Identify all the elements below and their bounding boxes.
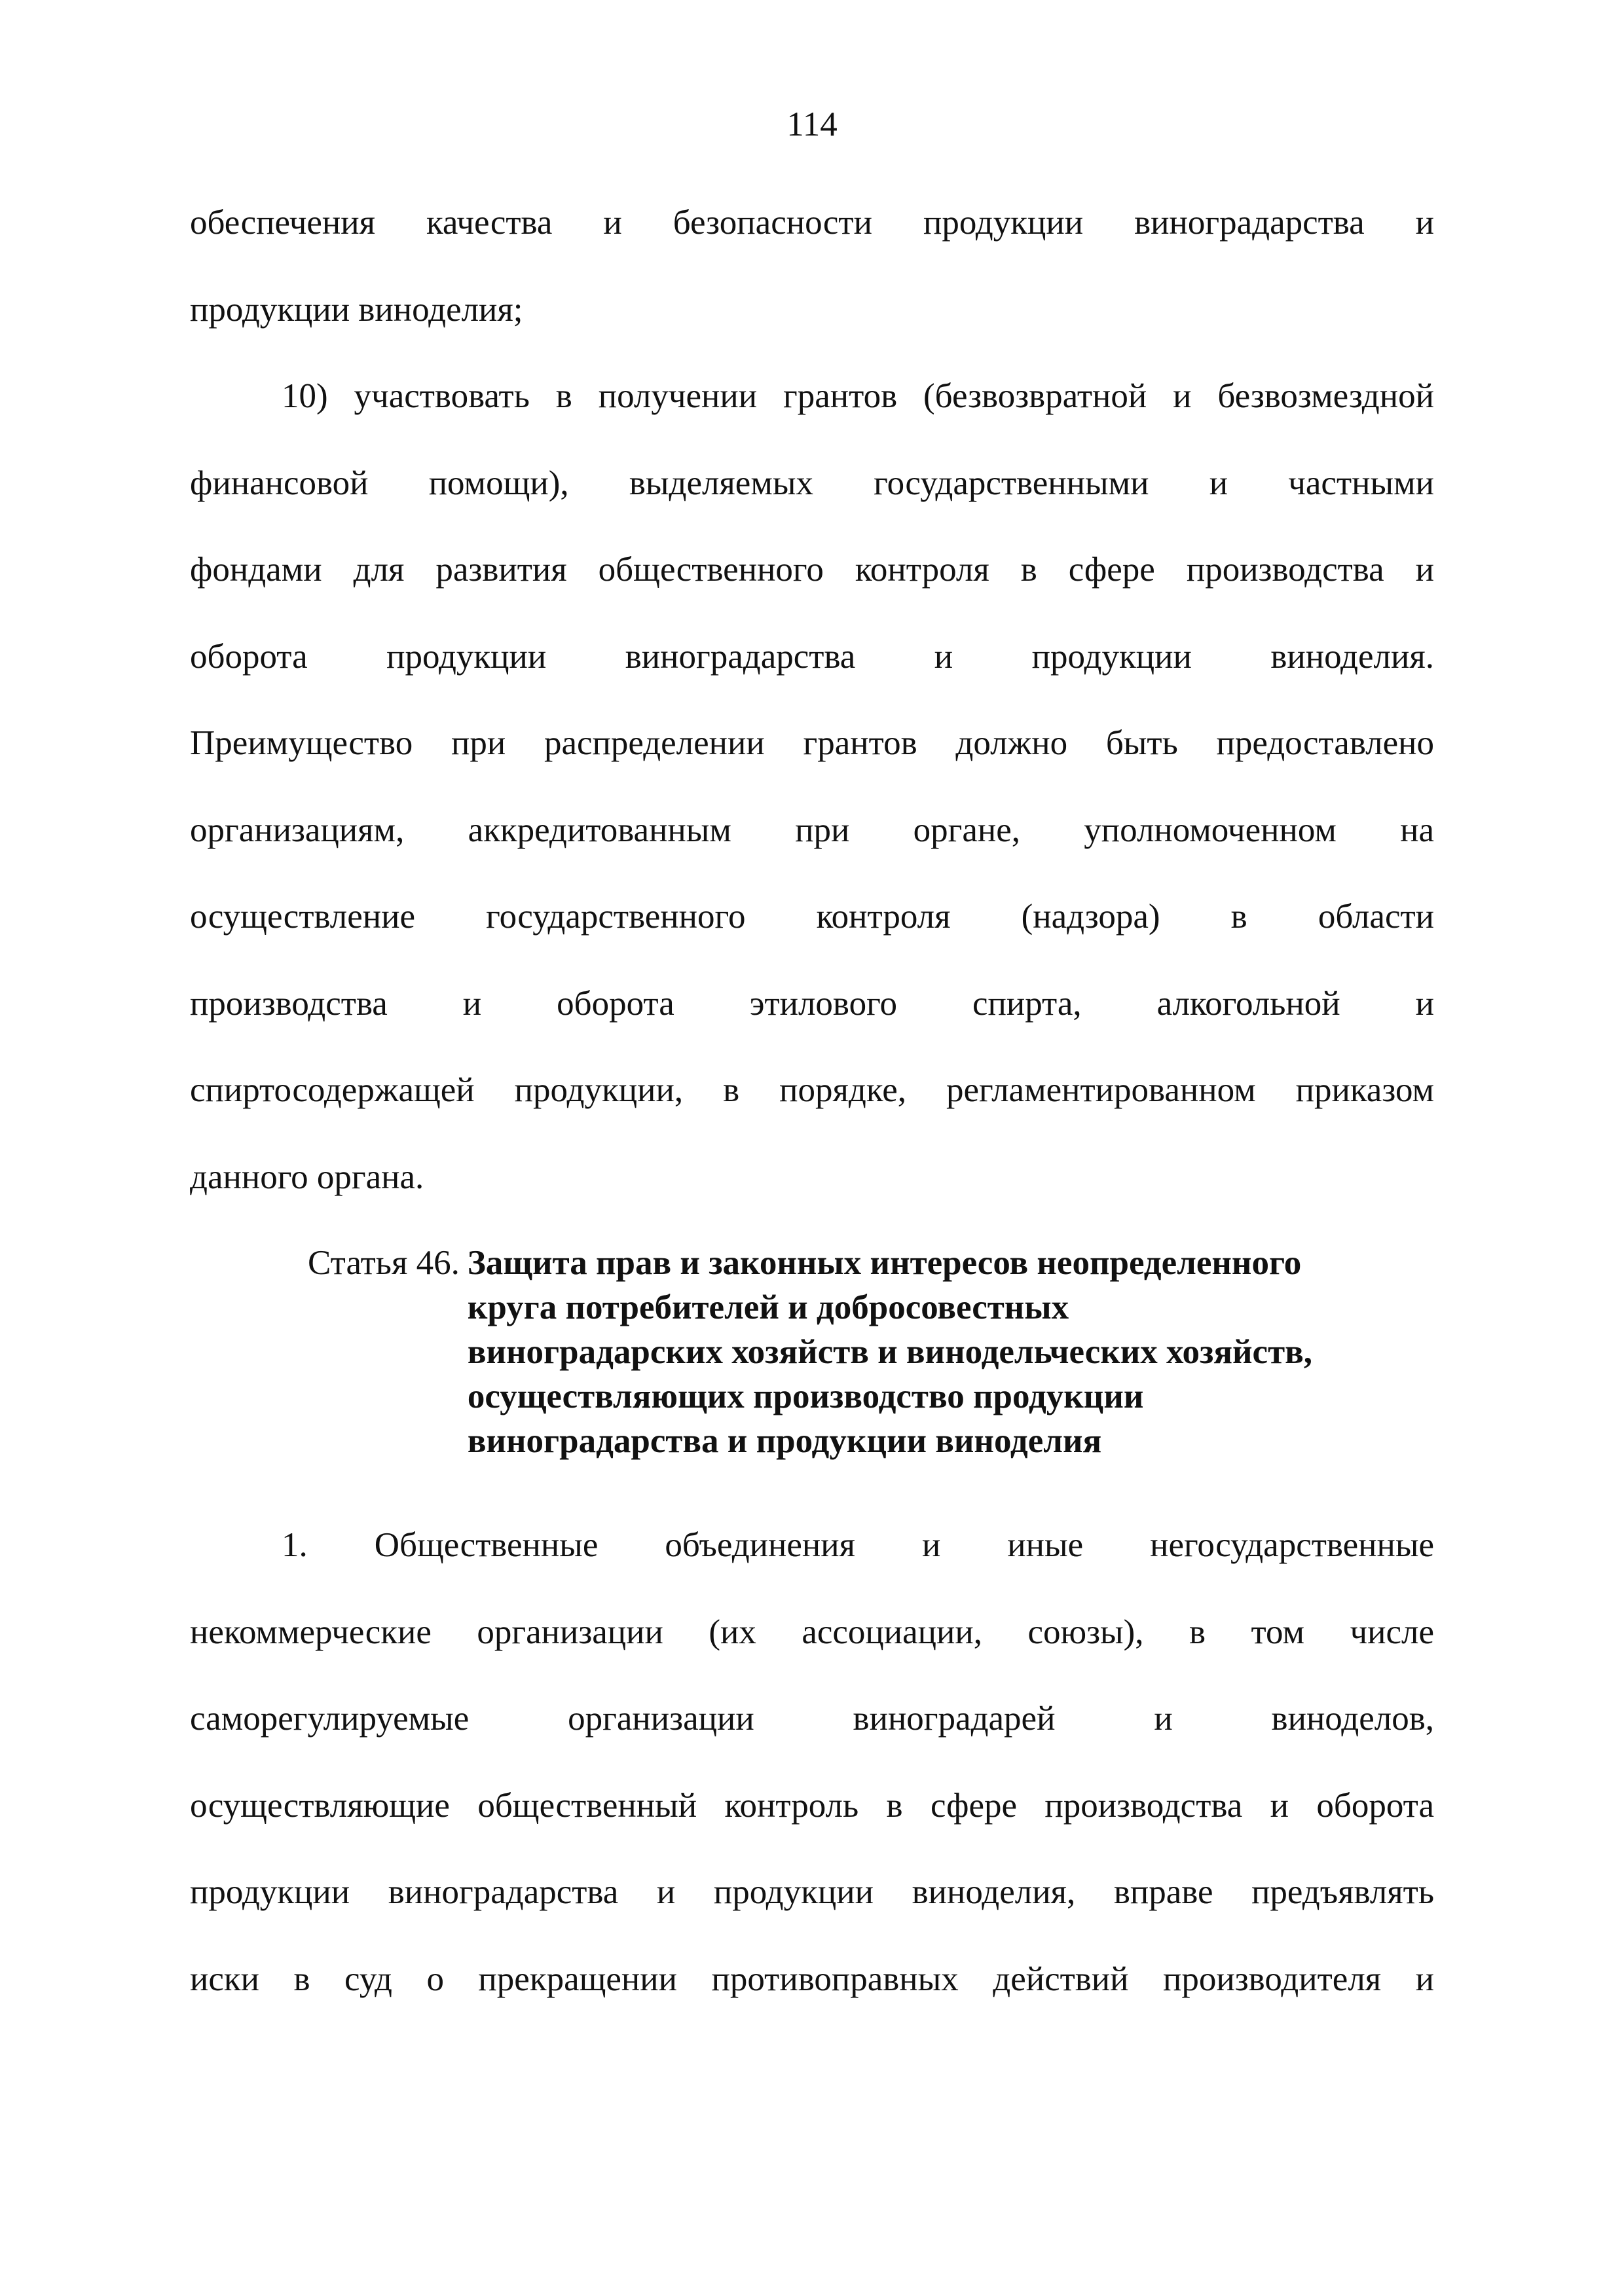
text-line: продукции виноделия; [190,291,523,329]
text-line: производства и оборота этилового спирта, алкогольной и [190,985,1434,1023]
text-line: фондами для развития общественного контроля в сфере производства и [190,551,1434,589]
text-line: Преимущество при распределении грантов должно быть предоставлено [190,724,1434,762]
text-line: продукции виноградарства и продукции виноделия, вправе предъявлять [190,1873,1434,1911]
text-line: данного органа. [190,1158,424,1196]
page-number: 114 [786,105,838,143]
article-title-line: круга потребителей и добросовестных [467,1288,1069,1326]
article-title-line: виноградарских хозяйств и винодельческих хозяйств, [467,1333,1312,1371]
article-title-line: Защита прав и законных интересов неопределенного [467,1244,1302,1282]
article-title-line: виноградарства и продукции виноделия [467,1422,1102,1460]
article-label: Статья 46. [308,1244,460,1282]
text-line: обеспечения качества и безопасности продукции виноградарства и [190,204,1434,242]
text-line: финансовой помощи), выделяемых государственными и частными [190,464,1434,502]
text-line: организациям, аккредитованным при органе, уполномоченном на [190,811,1434,849]
article-heading [308,1241,1441,1463]
text-line: саморегулируемые организации виноградарей и виноделов, [190,1700,1434,1738]
text-line: некоммерческие организации (их ассоциации, союзы), в том числе [190,1613,1434,1651]
article-title-line: осуществляющих производство продукции [467,1377,1144,1415]
text-line: иски в суд о прекращении противоправных действий производителя и [190,1960,1434,1998]
article-title [468,1241,1312,1463]
text-line: осуществляющие общественный контроль в сфере производства и оборота [190,1787,1434,1825]
text-line: 1. Общественные объединения и иные негосударственные [282,1526,1434,1564]
text-line: оборота продукции виноградарства и продукции виноделия. [190,638,1434,676]
text-line: осуществление государственного контроля (надзора) в области [190,898,1434,936]
text-line: 10) участвовать в получении грантов (безвозвратной и безвозмездной [282,377,1434,415]
text-line: спиртосодержащей продукции, в порядке, регламентированном приказом [190,1071,1434,1109]
